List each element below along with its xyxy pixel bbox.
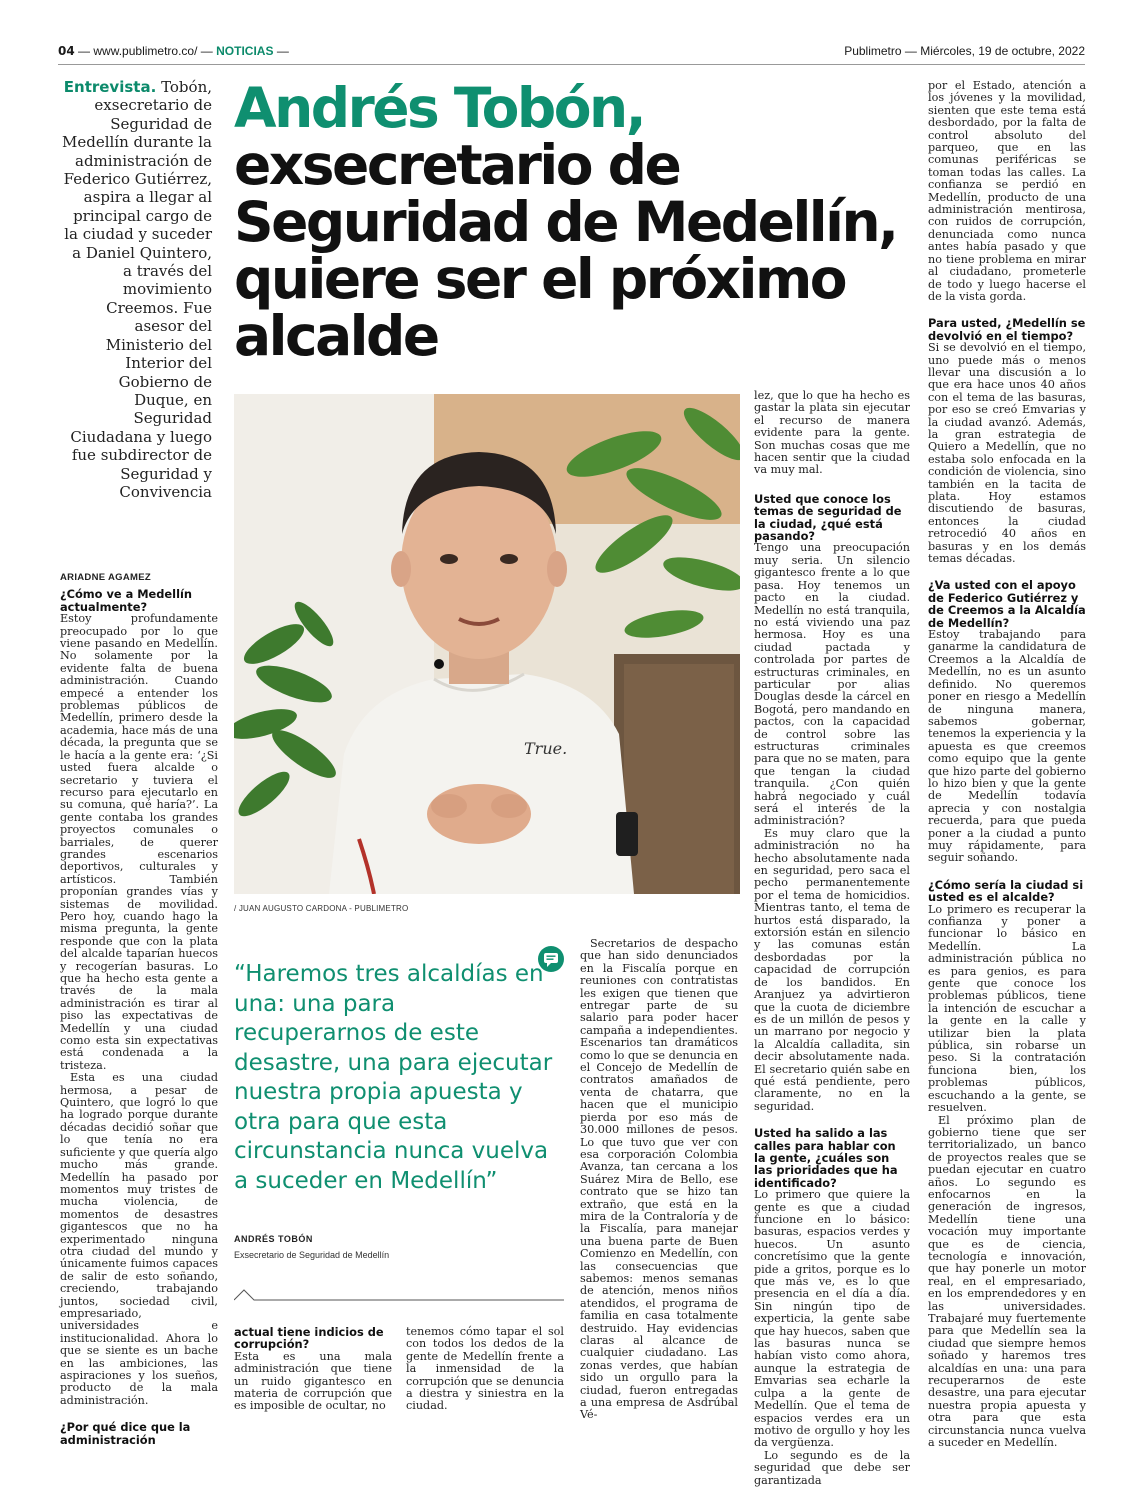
answer-2-end: lez, que lo que ha hecho es gastar la plata sin ejecutar el recurso de manera evidente para la gente. Son muchas cosas que me hacen sentir que la ciudad va muy mal. [754,389,910,477]
question-6: ¿Va usted con el apoyo de Federico Gutiérrez y de Creemos a la Alcaldía de Medellín? [928,578,1086,630]
question-1: ¿Cómo ve a Medellín actualmente? [60,587,192,614]
photo-credit: / JUAN AUGUSTO CARDONA - PUBLIMETRO [234,904,409,913]
page-header [58,44,1085,64]
question-2-cont: actual tiene indicios de corrupción? [234,1325,384,1352]
question-2: ¿Por qué dice que la administración [60,1420,191,1447]
answer-3b: Es muy claro que la administración no ha hecho absolutamente nada en seguridad, pero saca el pecho permanentemente por el tema de homicidios. Mientras tanto, el tema de hurtos está disparado, la extorsión están en silencio y las comunas están desbordadas por la capacidad de corrupción de los bandidos. En Aranjuez ya advirtieron que la cuota de diciembre es de un millón de pesos y un marrano por negocio y la Alcaldía calladita, sin decir absolutamente nada. El secretario quién sabe en qué está pendiente, pero claramente, no en la seguridad. [754,826,910,1113]
intro-summary [60,78,212,501]
quote-divider [234,1272,564,1302]
shirt-logo: True. [524,739,568,758]
article-column-2 [234,1326,392,1413]
photo-illustration [234,394,740,894]
article-column-3 [406,1326,564,1413]
interview-photo [234,394,740,894]
answer-6: Estoy trabajando para ganarme la candidatura de Creemos a la Alcaldía de Medellín, no es un asunto definido. No queremos poner en riesgo a Medellín de ninguna manera, sabemos gobernar, tenemos la experiencia y la apuesta es que creemos como equipo que la gente que hizo parte del gobierno lo hizo bien y que la gente de Medellín todavía aprecia y con nostalgia recuerda, para que pueda poner a la ciudad a punto muy rápidamente, para seguir soñando. [928,628,1086,865]
answer-7b: El próximo plan de gobierno tiene que ser territorializado, un banco de proyectos reales que se puedan ejecutar en cuatro años. Lo segundo es enfocarnos en la generación de ingresos, Medellín tiene una vocación muy importante que es de ciencia, tecnología e innovación, que hay ponerle un motor real, en el empresariado, en los emprendedores y en las universidades. Trabajaré muy fuertemente para que Medellín sea la ciudad que siempre hemos soñado y haremos tres alcaldías en una: una para recuperarnos de este desastre, una para ejecutar nuestra propia apuesta y otra para que esta circunstancia nunca vuelva a suceder en Medellín. [928,1113,1086,1450]
answer-5: Si se devolvió en el tiempo, uno puede más o menos llevar una discusión a lo que era hace unos 40 años con el tema de las basuras, por eso se creó Emvarias y la ciudad avanzó. Además, la gran estrategia de Quiero a Medellín, que no estaba solo enfocada en la condición de violencia, sino también en la tacita de plata. Hoy estamos discutiendo de basuras, entonces la ciudad retrocedió 40 años en basuras y en los demás temas décadas. [928,341,1086,566]
headline [234,76,924,368]
article-column-5 [754,390,910,1487]
answer-7: Lo primero es recuperar la confianza y poner a funcionar lo básico en Medellín. La administración pública no es para genios, es para gente que conoce los problemas públicos, tiene la intención de escuchar a la gente en la calle y utilizar bien la plata pública, sin robarse un peso. Si la contratación funciona bien, los problemas públicos, escuchando a la gente, se resuelven. [928,902,1086,1115]
section-label: NOTICIAS [216,44,274,58]
header-left: 04 — www.publimetro.co/ — NOTICIAS — [58,44,289,58]
header-divider [58,64,1085,65]
answer-4: Lo primero que quiere la gente es que a ciudad funcione en lo básico: basuras, espacios verdes y huecos. Un asunto concretísimo que la gente pide a gritos, porque es lo que más ve, es lo que presencia en el día a día. Sin ningún tipo de experticia, la gente sabe que hay huecos, saben que las basuras nunca se habían visto como ahora, aunque la estrategia de Emvarias sea echarle la culpa a la gente de Medellín. Que el tema de espacios verdes era un motivo de orgullo y hoy les da vergüenza. [754,1188,910,1450]
question-7: ¿Cómo sería la ciudad si usted es el alcalde? [928,877,1084,905]
question-5: Para usted, ¿Medellín se devolvió en el tiempo? [928,316,1086,343]
article-column-1 [60,572,218,1446]
answer-4b: Lo segundo es de la seguridad que debe ser garantizada [754,1448,910,1487]
quote-author: ANDRÉS TOBÓN [234,1234,313,1244]
header-date: Publimetro — Miércoles, 19 de octubre, 2022 [844,44,1085,58]
site-url[interactable]: www.publimetro.co/ [93,44,198,58]
pull-quote: “Haremos tres alcaldías en una: una para recuperarnos de este desastre, una para ejecutar nuestra propia apuesta y otra para que esta circunstancia nunca vuelva a suceder en Medellín” [234,961,553,1194]
answer-3: Tengo una preocupación muy seria. Un silencio gigantesco frente a lo que pasa. Hoy tenemos un pacto en la ciudad. Medellín no está tranquila, no está viviendo una paz hermosa. Hoy es una ciudad pactada y controlada por partes de estructuras criminales, en particular por alias Douglas desde la cárcel en Bogotá, pero mandando en pactos, con la capacidad de control sobre las estructuras criminales para que no se maten, para que tengan la ciudad tranquila. ¿Con quién habrá negociado y cuál será el interés de la administración? [754,541,910,828]
headline-name: Andrés Tobón, [234,76,645,140]
question-3: Usted que conoce los temas de seguridad de la ciudad, ¿qué está pasando? [754,491,902,544]
author-byline: ARIADNE AGAMEZ [60,572,151,583]
answer-4-cont: por el Estado, atención a los jóvenes y la movilidad, sienten que este tema está desbordado, por la falta de control absoluto del parqueo, que en las comunas periféricas se toman todas las calles. La confianza se perdió en Medellín, producto de una administración mentirosa, con ruidos de corrupción, denunciada como nunca antes había pasado y que no tiene problema en mirar al ciudadano, prometerle de todo y luego hacerse el de la vista gorda. [928,79,1086,303]
intro-text: Tobón, exsecretario de Seguridad de Medellín durante la administración de Federico Gutiérrez, aspira a llegar al principal cargo de la ciudad y suceder a Daniel Quintero, a través del movimiento Creemos. Fue asesor del Ministerio del Interior del Gobierno de Duque, en Seguridad Ciudadana y luego fue subdirector de Seguridad y Convivencia [62,78,212,501]
article-column-6 [928,80,1086,1449]
answer-1: Estoy profundamente preocupado por lo que viene pasando en Medellín. No solamente por la evidente falta de buena administración. Cuando empecé a entender los problemas públicos de Medellín, primero desde la academia, hace más de una década, la pregunta que se le hacía a la gente era: ‘¿Si usted fuera alcalde o secretario y tuviera el recurso para ejecutarlo en su comuna, qué haría?’. La gente contaba los grandes proyectos comunales o barriales, de querer grandes escenarios deportivos, culturales y artísticos. También proponían grandes vías y sistemas de movilidad. Pero hoy, cuando hago la misma pregunta, la gente responde que con la plata del alcalde taparían huecos y recogerían basuras. Lo que ha hecho esta gente a través de la mala administración es tirar al piso las expectativas de Medellín y una ciudad como esta sin expectativas está condenada a la tristeza. [60,612,218,1072]
question-4: Usted ha salido a las calles para hablar con la gente, ¿cuáles son las prioridades que ha identificado? [754,1126,898,1190]
headline-rest: exsecretario de Seguridad de Medellín, quiere ser el próximo alcalde [234,133,897,368]
intro-lead: Entrevista. [63,78,157,96]
answer-1b: Esta es una ciudad hermosa, a pesar de Quintero, que logró lo que ha logrado porque durante décadas decidió soñar que lo que tenía no era suficiente y que quería algo mucho más grande. Medellín ha pasado por momentos muy tristes de mucha violencia, de momentos de desastres gigantescos que no ha experimentado ninguna otra ciudad del mundo y únicamente fuimos capaces de salir de esto soñando, creciendo, trabajando juntos, sociedad civil, empresariado, universidades e institucionalidad. Ahora lo que se siente es un bache en las ambiciones, las aspiraciones y los sueños, producto de la mala administración. [60,1071,218,1407]
answer-2: Esta es una mala administración que tiene un ruido gigantesco en materia de corrupción que es imposible de ocultar, no [234,1349,392,1413]
article-column-4 [580,938,738,1422]
page-number: 04 [58,44,75,58]
quote-author-role: Exsecretario de Seguridad de Medellín [234,1250,390,1260]
answer-2-more: Secretarios de despacho que han sido denunciados en la Fiscalía porque en reuniones con contratistas les exigen que tienen que entregar parte de su salario para poder hacer campaña a independientes. Escenarios tan dramáticos como lo que se denuncia en el Concejo de Medellín de contratos amañados de venta de chatarra, que hacen que el municipio pierda por eso más de 30.000 millones de pesos. Lo que tuvo que ver con esa corporación Colombia Avanza, tan cercana a los Suárez Mira de Bello, ese contrato que se hizo tan extraño, que está en la mira de la Contraloría y de la Fiscalía, para manejar una buena parte de Buen Comienzo en Medellín, con las consecuencias que sabemos: menos semanas de atención, menos niños atendidos, el programa de familia en casa totalmente destruido. Hay evidencias claras al alcance de cualquier ciudadano. Las zonas verdes, que habían sido un orgullo para la ciudad, fueron entregadas a una empresa de Asdrúbal Vé- [580,937,738,1422]
answer-2-cont: tenemos cómo tapar el sol con todos los dedos de la gente de Medellín frente a la inmensidad de la corrupción que se denuncia a diestra y siniestra en la ciudad. [406,1325,564,1413]
